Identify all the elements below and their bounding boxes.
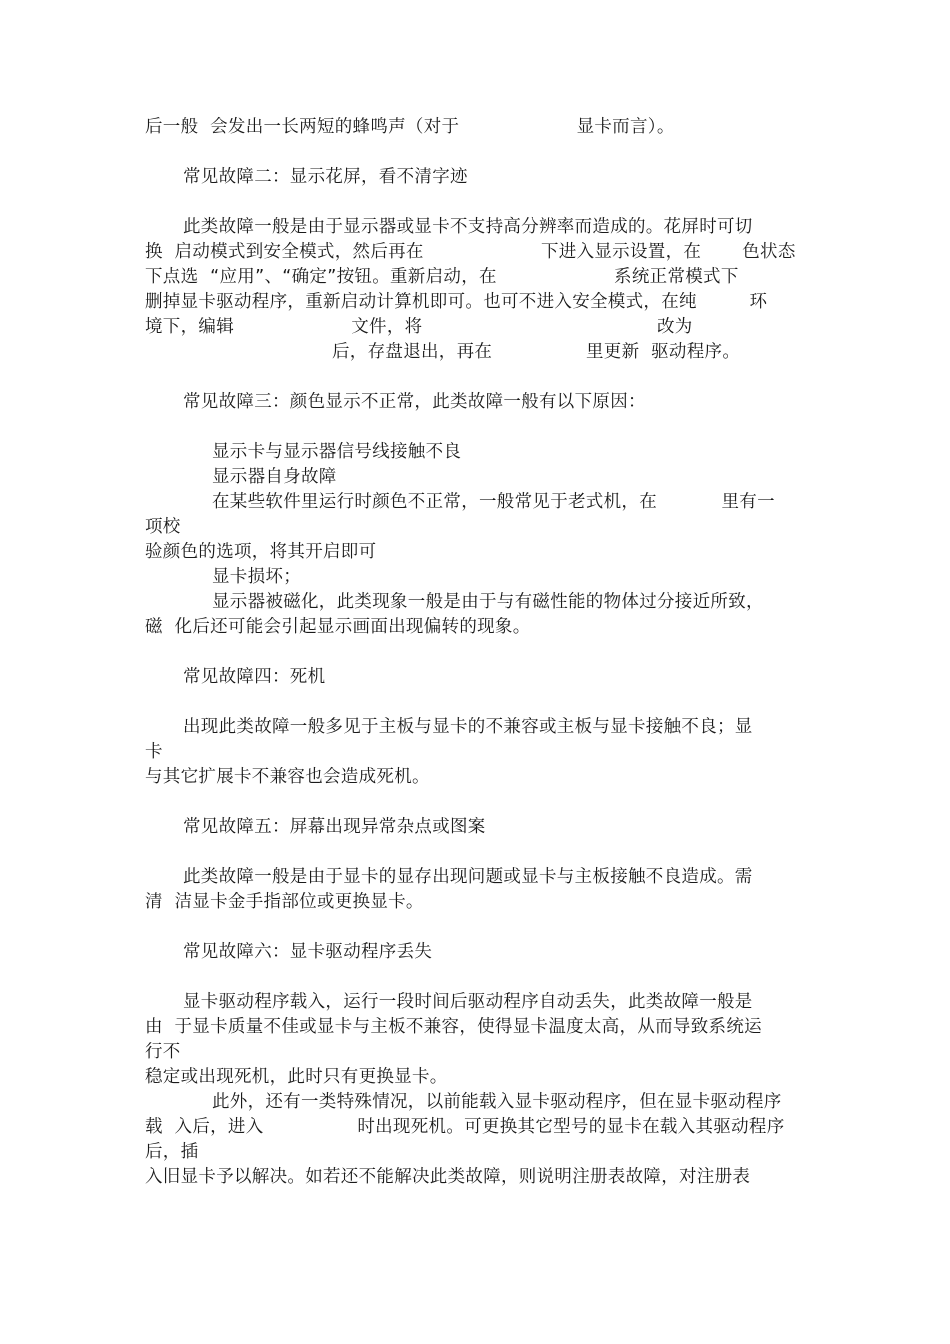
text-line: 与其它扩展卡不兼容也会造成死机。	[145, 767, 430, 787]
text-line: 删掉显卡驱动程序，重新启动计算机即可。也可不进入安全模式，在纯 环	[145, 292, 768, 312]
list-item: 在某些软件里运行时颜色不正常，一般常见于老式机，在 里有一	[212, 492, 775, 512]
text-line: 此类故障一般是由于显卡的显存出现问题或显卡与主板接触不良造成。需	[183, 867, 753, 887]
list-item: 显示卡与显示器信号线接触不良	[212, 442, 462, 462]
section-heading: 常见故障四：死机	[183, 667, 326, 687]
text-line: 此类故障一般是由于显示器或显卡不支持高分辨率而造成的。花屏时可切	[183, 217, 753, 237]
text-line: 行不	[145, 1042, 181, 1062]
text-line: 卡	[145, 742, 163, 762]
text-line: 验颜色的选项，将其开启即可	[145, 542, 377, 562]
text-line: 境下，编辑 文件，将 改为	[145, 317, 693, 337]
text-line: 载 入后，进入 时出现死机。可更换其它型号的显卡在载入其驱动程序	[145, 1117, 785, 1137]
text-line: 稳定或出现死机，此时只有更换显卡。	[145, 1067, 448, 1087]
section-heading: 常见故障六：显卡驱动程序丢失	[183, 942, 433, 962]
text-line: 显卡驱动程序载入，运行一段时间后驱动程序自动丢失，此类故障一般是	[183, 992, 753, 1012]
text-line: 后一般 会发出一长两短的蜂鸣声（对于 显卡而言）。	[145, 117, 675, 137]
list-item: 显示器被磁化，此类现象一般是由于与有磁性能的物体过分接近所致，	[212, 592, 764, 612]
list-item: 显示器自身故障	[212, 467, 337, 487]
text-line: 磁 化后还可能会引起显示画面出现偏转的现象。	[145, 617, 531, 637]
text-line: 清 洁显卡金手指部位或更换显卡。	[145, 892, 424, 912]
section-heading: 常见故障三：颜色显示不正常，此类故障一般有以下原因：	[183, 392, 646, 412]
text-line: 由 于显卡质量不佳或显卡与主板不兼容，使得显卡温度太高，从而导致系统运	[145, 1017, 762, 1037]
text-line: 后，存盘退出，再在 里更新 驱动程序。	[332, 342, 741, 362]
list-item: 显卡损坏；	[212, 567, 301, 587]
text-line: 入旧显卡予以解决。如若还不能解决此类故障，则说明注册表故障，对注册表	[145, 1167, 751, 1187]
text-line: 换 启动模式到安全模式，然后再在 下进入显示设置，在 色状态	[145, 242, 796, 262]
text-line: 出现此类故障一般多见于主板与显卡的不兼容或主板与显卡接触不良；显	[183, 717, 753, 737]
text-line: 后，插	[145, 1142, 199, 1162]
text-line: 此外，还有一类特殊情况，以前能载入显卡驱动程序，但在显卡驱动程序	[212, 1092, 782, 1112]
section-heading: 常见故障二：显示花屏，看不清字迹	[183, 167, 468, 187]
text-line: 下点选 “应用”、“确定”按钮。重新启动，在 系统正常模式下	[145, 267, 739, 287]
text-line: 项校	[145, 517, 181, 537]
section-heading: 常见故障五：屏幕出现异常杂点或图案	[183, 817, 486, 837]
